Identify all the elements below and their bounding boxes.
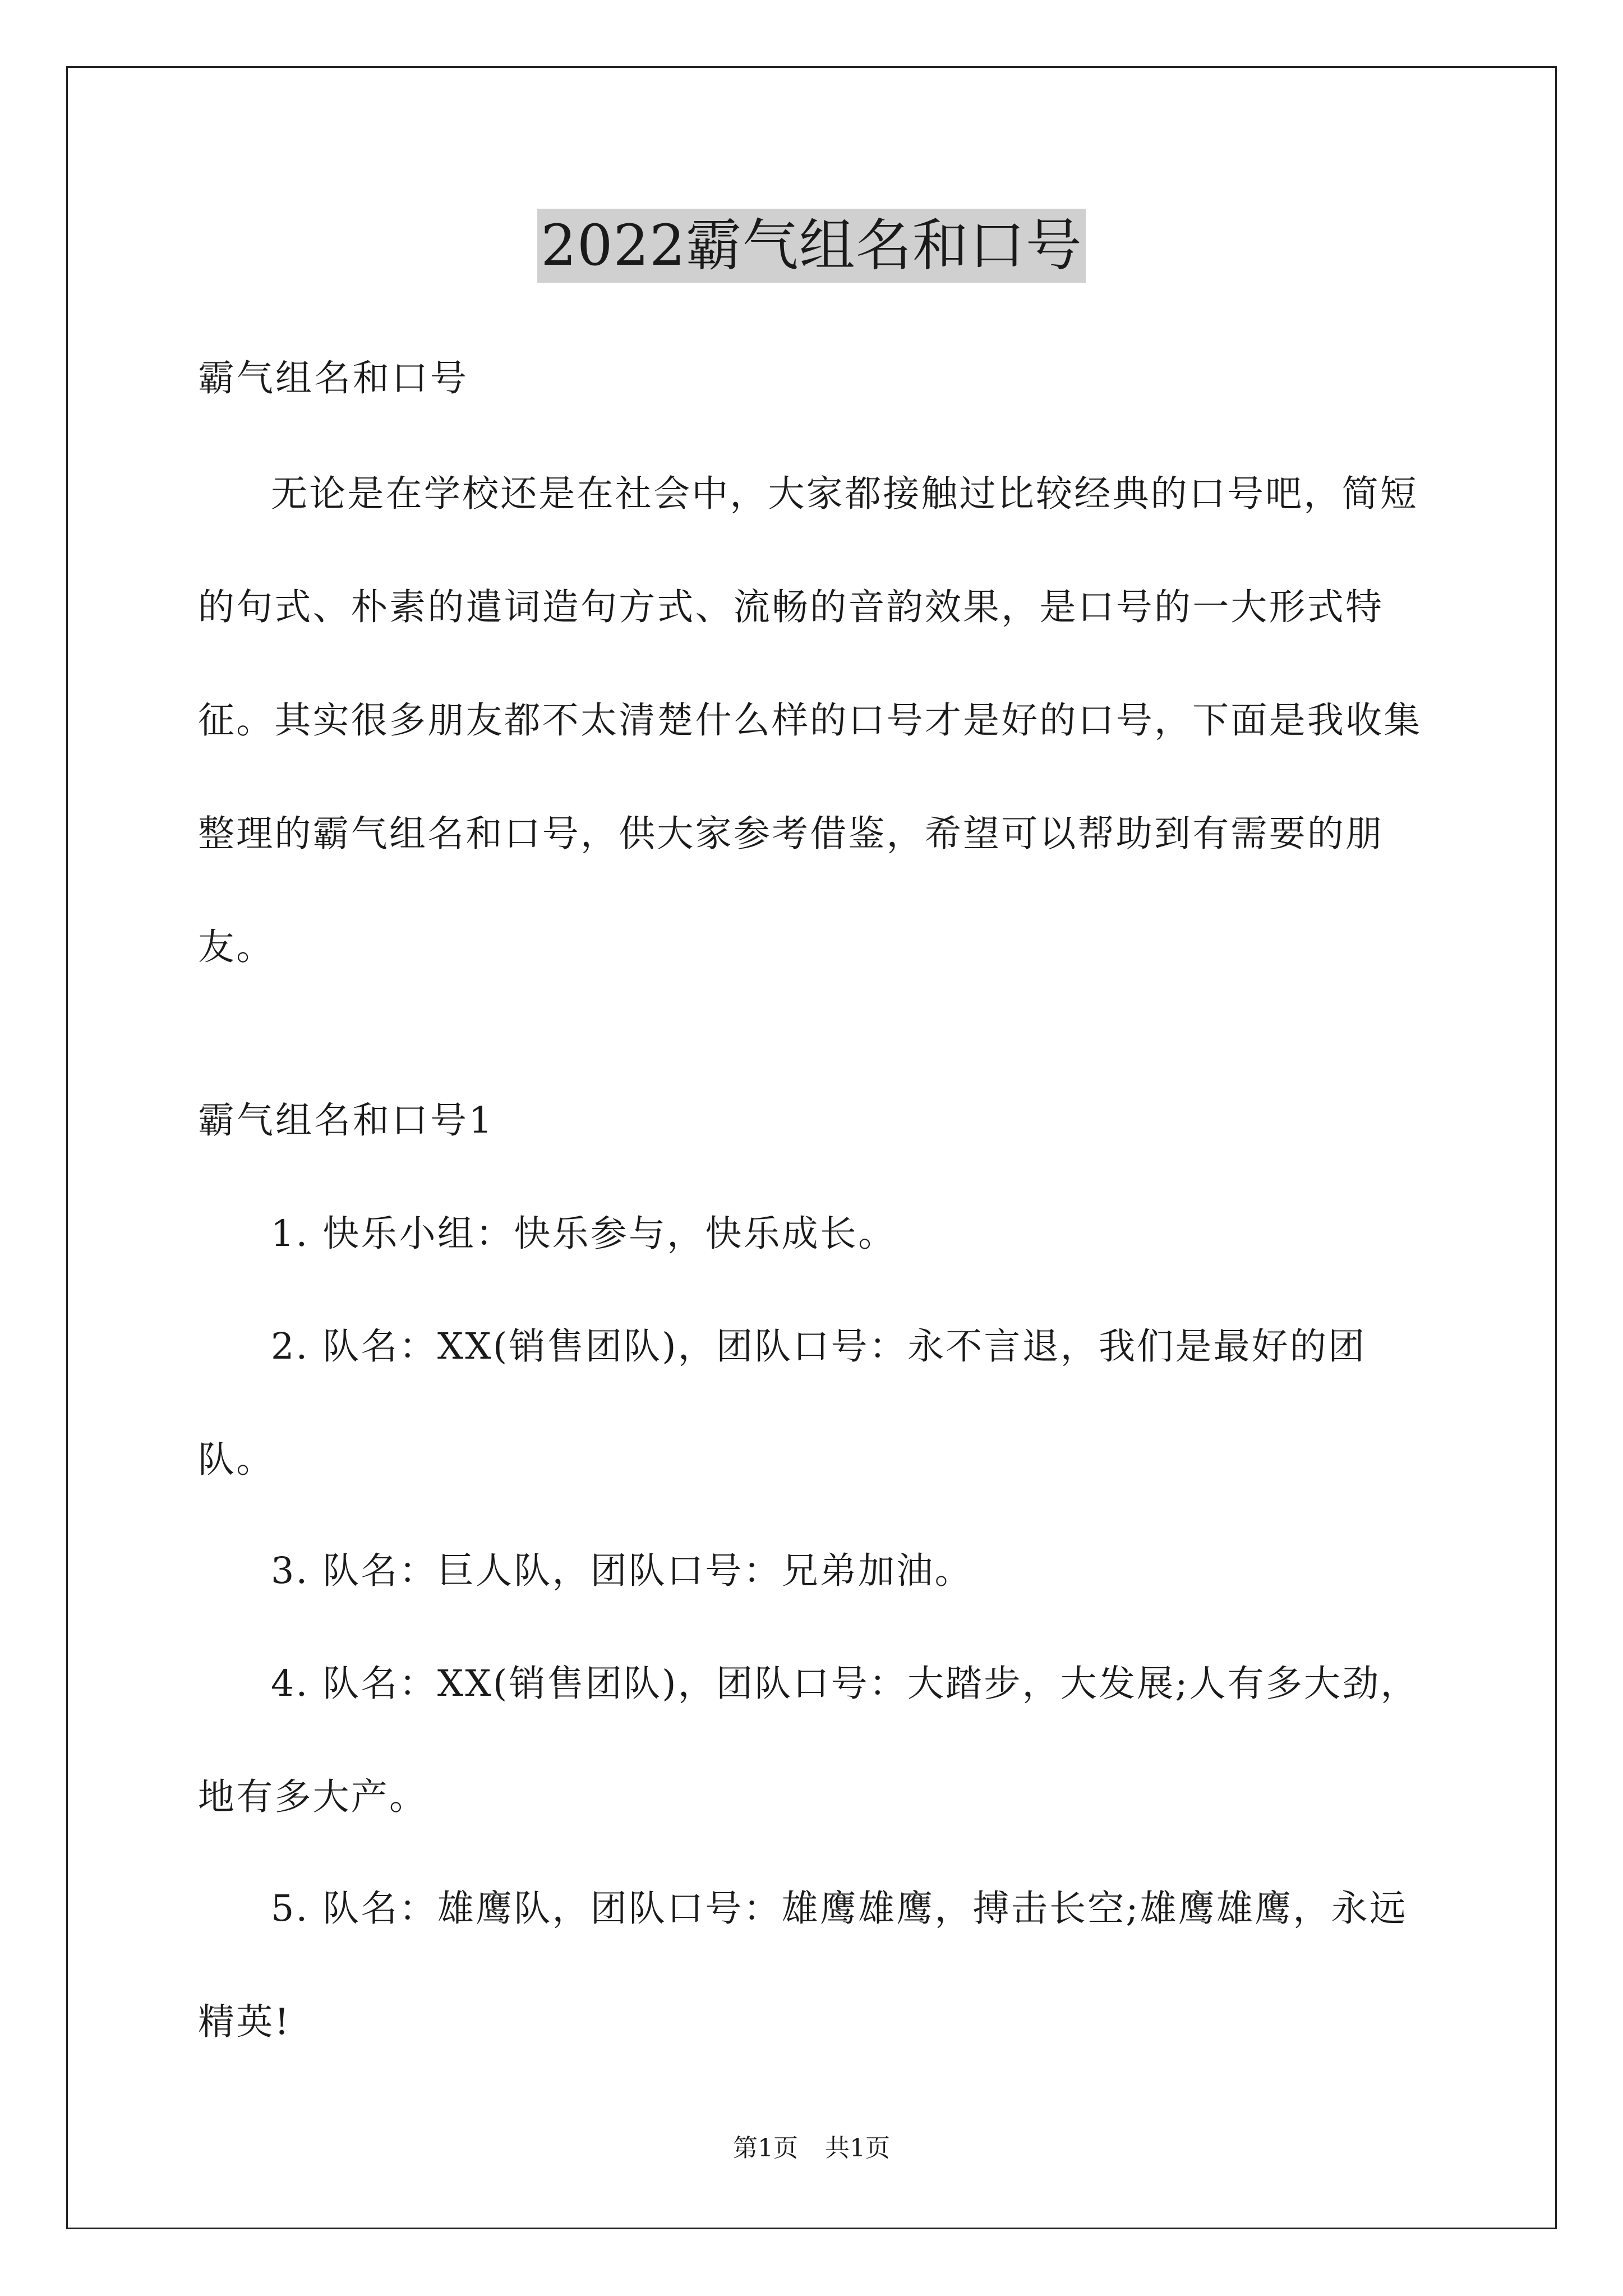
intro-paragraph: 无论是在学校还是在社会中，大家都接触过比较经典的口号吧，简短的句式、朴素的遣词造句方式、流畅的音韵效果，是口号的一大形式特征。其实很多朋友都不太清楚什么样的口号才是好的口号，下面是我收集整理的霸气组名和口号，供大家参考借鉴，希望可以帮助到有需要的朋友。 xyxy=(198,473,1422,968)
list-item-4: 4. 队名：XX(销售团队)，团队口号：大踏步，大发展;人有多大劲，地有多大产。 xyxy=(198,1663,1419,1818)
section-heading: 霸气组名和口号1 xyxy=(198,1099,495,1142)
list-item-1: 1. 快乐小组：快乐参与，快乐成长。 xyxy=(271,1213,897,1255)
list-item-2: 2. 队名：XX(销售团队)，团队口号：永不言退，我们是最好的团队。 xyxy=(198,1326,1367,1481)
document-title: 2022霸气组名和口号 xyxy=(537,209,1086,283)
list-item-3: 3. 队名：巨人队，团队口号：兄弟加油。 xyxy=(271,1550,973,1592)
page-footer xyxy=(0,2132,1623,2165)
page-number: 第1页 xyxy=(733,2134,798,2162)
page-total: 共1页 xyxy=(825,2134,890,2162)
list-item-5: 5. 队名：雄鹰队，团队口号：雄鹰雄鹰，搏击长空;雄鹰雄鹰，永远精英! xyxy=(198,1888,1408,2043)
subheading: 霸气组名和口号 xyxy=(198,357,469,399)
document-title-wrap xyxy=(0,209,1623,283)
